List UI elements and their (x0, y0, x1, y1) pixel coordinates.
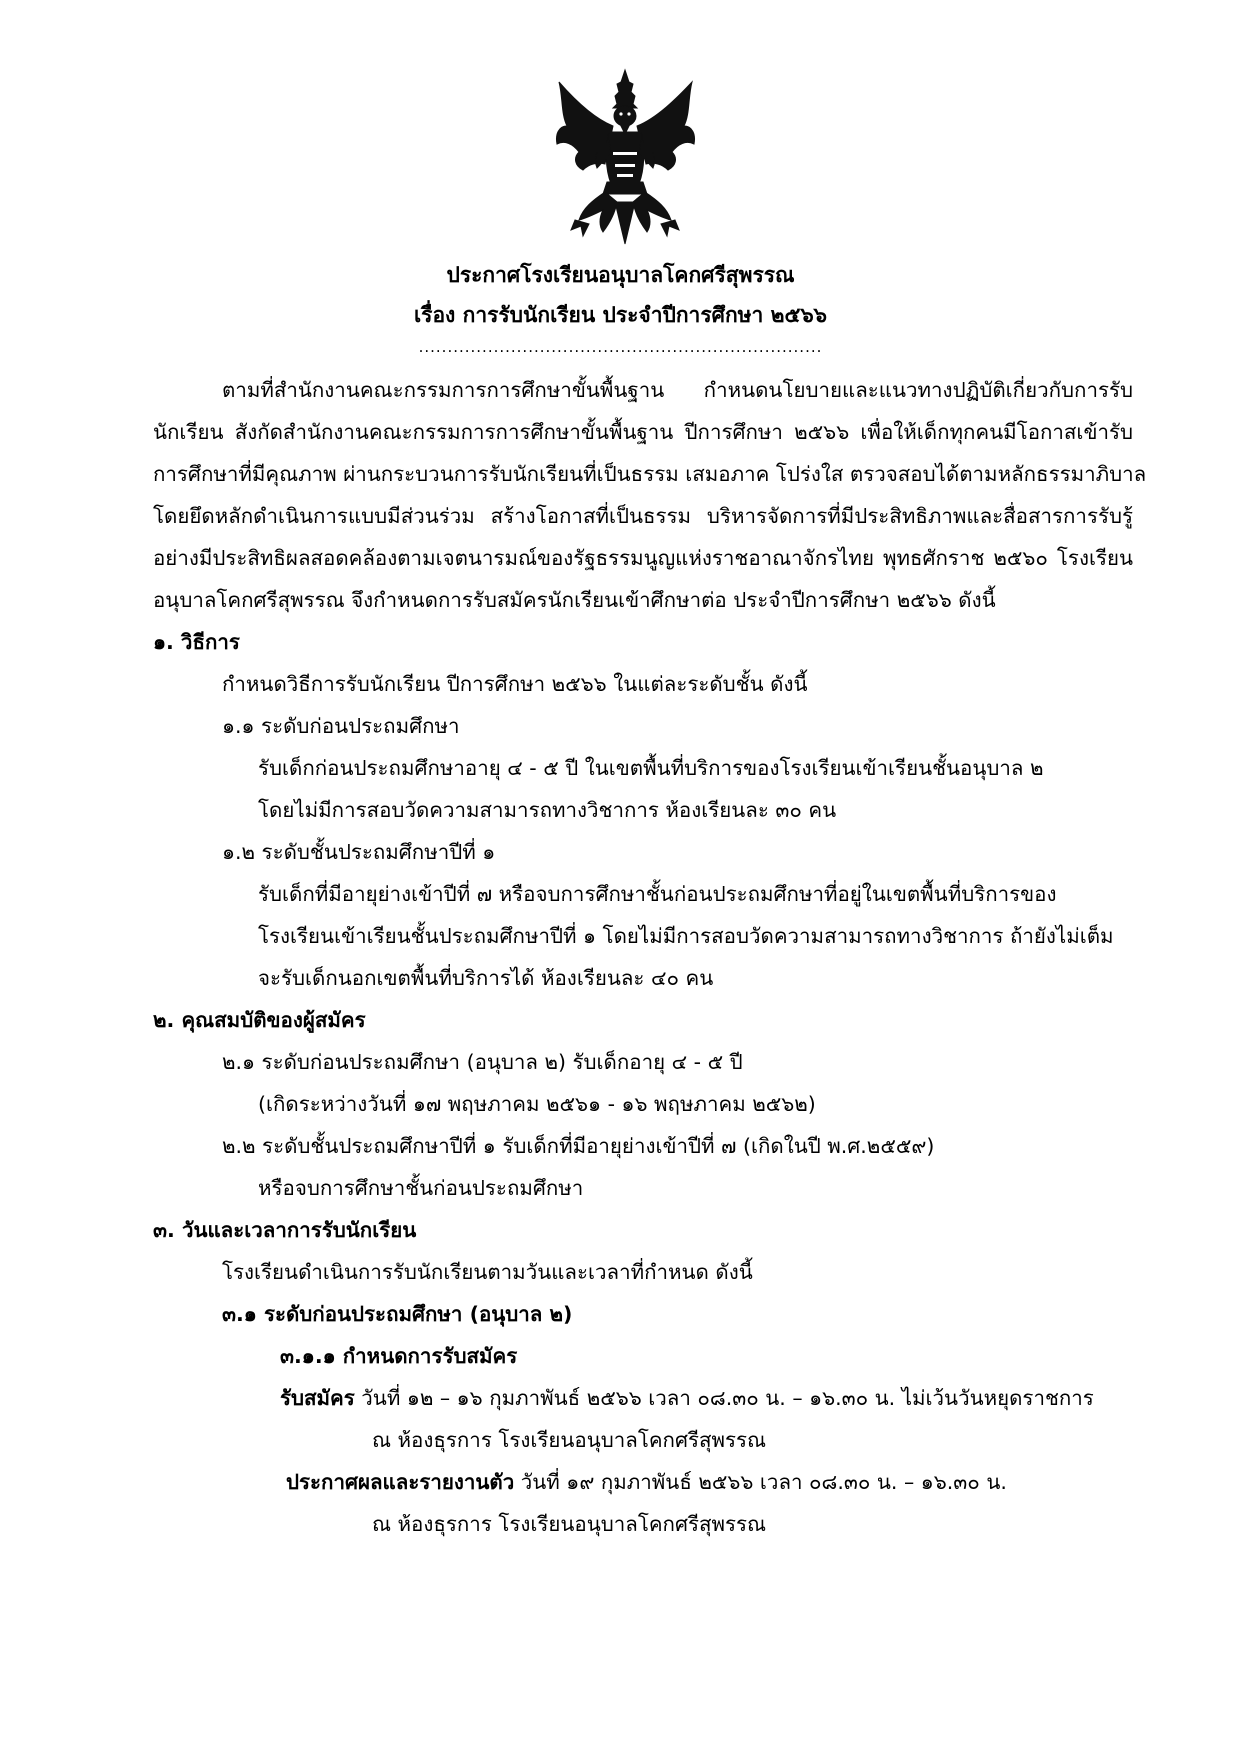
section-1-heading: ๑. วิธีการ (153, 630, 240, 654)
intro-line-5: อย่างมีประสิทธิผลสอดคล้องตามเจตนารมณ์ของรัฐธรรมนูญแห่งราชอาณาจักรไทย พุทธศักราช ๒๕๖๐ โรงเรียน (153, 546, 1133, 570)
section-3-1-heading: ๓.๑ ระดับก่อนประถมศึกษา (อนุบาล ๒) (222, 1302, 573, 1326)
section-3-heading: ๓. วันและเวลาการรับนักเรียน (153, 1218, 417, 1242)
section-1-2-line-1: รับเด็กที่มีอายุย่างเข้าปีที่ ๗ หรือจบการศึกษาชั้นก่อนประถมศึกษาที่อยู่ในเขตพื้นที่บริการของ (258, 882, 1057, 906)
apply-text: วันที่ ๑๒ – ๑๖ กุมภาพันธ์ ๒๕๖๖ เวลา ๐๘.๓๐ น. – ๑๖.๓๐ น. ไม่เว้นวันหยุดราชการ (354, 1386, 1094, 1410)
apply-place: ณ ห้องธุรการ โรงเรียนอนุบาลโคกศรีสุพรรณ (372, 1428, 767, 1452)
section-1-2-line-3: จะรับเด็กนอกเขตพื้นที่บริการได้ ห้องเรียนละ ๔๐ คน (258, 966, 714, 990)
result-label: ประกาศผลและรายงานตัว (286, 1470, 515, 1494)
announcement-title: ประกาศโรงเรียนอนุบาลโคกศรีสุพรรณ (446, 263, 795, 287)
result-place: ณ ห้องธุรการ โรงเรียนอนุบาลโคกศรีสุพรรณ (372, 1512, 767, 1536)
apply-label: รับสมัคร (280, 1386, 355, 1410)
result-schedule (286, 1468, 1007, 1496)
garuda-emblem-icon (553, 68, 698, 246)
intro-line-2: นักเรียน สังกัดสำนักงานคณะกรรมการการศึกษาขั้นพื้นฐาน ปีการศึกษา ๒๕๖๖ เพื่อให้เด็กทุกคนมีโอกาสเข้ารับ (153, 420, 1133, 444)
intro-line-6: อนุบาลโคกศรีสุพรรณ จึงกำหนดการรับสมัครนักเรียนเข้าศึกษาต่อ ประจำปีการศึกษา ๒๕๖๖ ดังนี้ (153, 588, 996, 612)
announcement-subject: เรื่อง การรับนักเรียน ประจำปีการศึกษา ๒๕๖๖ (413, 303, 828, 327)
apply-schedule (280, 1384, 1094, 1412)
section-2-heading: ๒. คุณสมบัติของผู้สมัคร (153, 1008, 366, 1032)
section-2-1-detail: (เกิดระหว่างวันที่ ๑๗ พฤษภาคม ๒๕๖๑ - ๑๖ พฤษภาคม ๒๕๖๒) (258, 1092, 816, 1116)
section-1-intro: กำหนดวิธีการรับนักเรียน ปีการศึกษา ๒๕๖๖ ในแต่ละระดับชั้น ดังนี้ (222, 672, 808, 696)
section-1-2-line-2: โรงเรียนเข้าเรียนชั้นประถมศึกษาปีที่ ๑ โดยไม่มีการสอบวัดความสามารถทางวิชาการ ถ้ายังไม่เต็ม (258, 924, 1114, 948)
intro-line-4: โดยยึดหลักดำเนินการแบบมีส่วนร่วม สร้างโอกาสที่เป็นธรรม บริหารจัดการที่มีประสิทธิภาพและสื่อสารการรับรู้ (153, 504, 1133, 528)
result-text: วันที่ ๑๙ กุมภาพันธ์ ๒๕๖๖ เวลา ๐๘.๓๐ น. – ๑๖.๓๐ น. (514, 1470, 1007, 1494)
intro-line-3: การศึกษาที่มีคุณภาพ ผ่านกระบวนการรับนักเรียนที่เป็นธรรม เสมอภาค โปร่งใส ตรวจสอบได้ตามหลักธรรมาภิบาล (153, 462, 1147, 486)
section-3-intro: โรงเรียนดำเนินการรับนักเรียนตามวันและเวลาที่กำหนด ดังนี้ (222, 1260, 753, 1284)
section-2-1: ๒.๑ ระดับก่อนประถมศึกษา (อนุบาล ๒) รับเด็กอายุ ๔ - ๕ ปี (222, 1050, 743, 1074)
section-3-1-1-heading: ๓.๑.๑ กำหนดการรับสมัคร (280, 1344, 518, 1368)
section-1-1-heading: ๑.๑ ระดับก่อนประถมศึกษา (222, 714, 460, 738)
section-2-2-detail: หรือจบการศึกษาชั้นก่อนประถมศึกษา (258, 1176, 584, 1200)
intro-line-1: ตามที่สำนักงานคณะกรรมการการศึกษาขั้นพื้นฐาน กำหนดนโยบายและแนวทางปฏิบัติเกี่ยวกับการรับ (222, 378, 1133, 402)
section-1-1-line-1: รับเด็กก่อนประถมศึกษาอายุ ๔ - ๕ ปี ในเขตพื้นที่บริการของโรงเรียนเข้าเรียนชั้นอนุบาล ๒ (258, 756, 1044, 780)
dotted-separator: ...................................................................... (418, 338, 823, 356)
section-1-2-heading: ๑.๒ ระดับชั้นประถมศึกษาปีที่ ๑ (222, 840, 496, 864)
section-1-1-line-2: โดยไม่มีการสอบวัดความสามารถทางวิชาการ ห้องเรียนละ ๓๐ คน (258, 798, 837, 822)
section-2-2: ๒.๒ ระดับชั้นประถมศึกษาปีที่ ๑ รับเด็กที่มีอายุย่างเข้าปีที่ ๗ (เกิดในปี พ.ศ.๒๕๕๙) (222, 1134, 935, 1158)
